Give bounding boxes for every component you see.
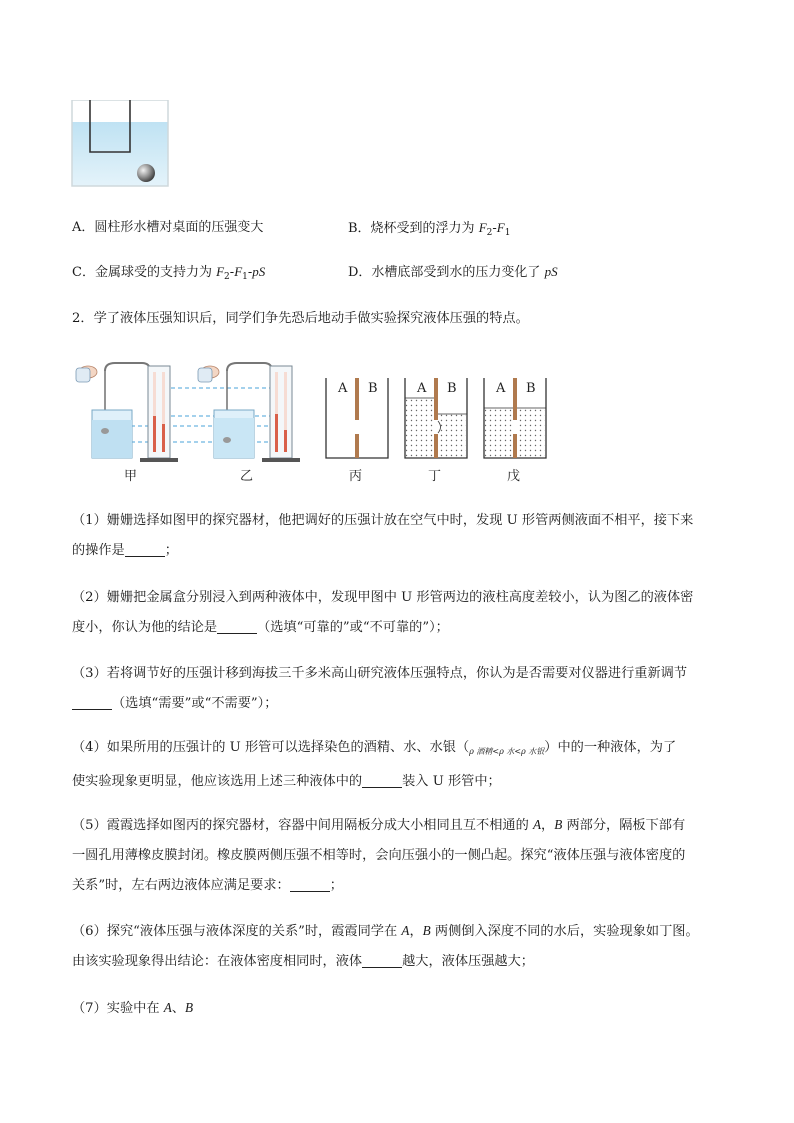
experiment-figure	[70, 358, 560, 488]
container-bing	[326, 378, 388, 484]
svg-text:B: B	[447, 381, 457, 396]
option-d-text: D．水槽底部受到水的压力变化了	[348, 265, 545, 280]
item-6: （6）探究“液体压强与液体深度的关系”时，霞霞同学在 A，B 两侧倒入深度不同的水后，实验现象如丁图。 由该实验现象得出结论：在液体密度相同时，液体 越大，液体压强越大；	[72, 923, 699, 969]
density-relation: ρ 酒精<ρ 水<ρ 水银	[469, 747, 545, 756]
container-ding	[405, 378, 467, 484]
answer-blank-4[interactable]	[362, 773, 402, 788]
answer-blank-1[interactable]	[125, 542, 165, 557]
container-wu	[484, 378, 546, 484]
option-a-text: A．圆柱形水槽对桌面的压强变大	[72, 220, 264, 235]
label-ding: 丁	[428, 469, 442, 484]
item-2: （2）姗姗把金属盒分别浸入到两种液体中，发现甲图中 U 形管两边的液柱高度差较小，认为图乙的液体密 度小，你认为他的结论是 （选填“可靠的”或“不可靠的”）；	[72, 590, 694, 635]
svg-text:B: B	[368, 381, 378, 396]
answer-blank-6[interactable]	[362, 953, 402, 968]
option-c[interactable]: C．金属球受的支持力为 $F_2-F_1-pS$	[72, 264, 266, 282]
question-2-stem: 2．学了液体压强知识后，同学们争先恐后地动手做实验探究液体压强的特点。	[72, 311, 529, 326]
answer-blank-3[interactable]	[72, 695, 112, 710]
item-3: （3）若将调节好的压强计移到海拔三千多米高山研究液体压强特点，你认为是否需要对仪器进行重新调节 （选填“需要”或“不需要”）；	[72, 666, 688, 711]
option-b-text: B．烧杯受到的浮力为	[348, 221, 479, 236]
answer-blank-2[interactable]	[217, 619, 257, 634]
label-yi: 乙	[240, 469, 254, 484]
item-4: （4）如果所用的压强计的 U 形管可以选择染色的酒精、水、水银$(_{\rho 酒精<\rho 水<\rho 水银})$中的一种液体，为了 使实验现象更明显，他应该选用上述三种液体中的 装入 U 形管中；	[72, 740, 677, 789]
label-jia: 甲	[124, 469, 138, 484]
option-d[interactable]: D．水槽底部受到水的压力变化了 pS	[348, 264, 558, 280]
label-wu: 戊	[507, 469, 521, 484]
svg-text:A: A	[417, 381, 427, 396]
svg-text:B: B	[526, 381, 536, 396]
item-7: （7）实验中在 A、B	[72, 1000, 194, 1016]
option-c-text: C．金属球受的支持力为	[72, 265, 217, 280]
tank-beaker-figure	[70, 100, 170, 190]
apparatus-yi	[198, 363, 300, 484]
label-bing: 丙	[349, 469, 363, 484]
svg-text:A: A	[496, 381, 506, 396]
answer-blank-5[interactable]	[290, 877, 330, 892]
item-1: （1）姗姗选择如图甲的探究器材，他把调好的压强计放在空气中时，发现 U 形管两侧液面不相平，接下来 的操作是 ；	[72, 513, 694, 558]
item-5: （5）霞霞选择如图丙的探究器材，容器中间用隔板分成大小相同且互不相通的 A，B 两部分，隔板下部有 一圆孔用薄橡皮膜封闭。橡皮膜两侧压强不相等时，会向压强小的一侧凸起。探究“液体压强与液体密度的 关系”时，左右两边液体应满足要求： ；	[72, 817, 686, 893]
metal-ball	[137, 164, 155, 182]
apparatus-jia	[76, 363, 178, 484]
option-a[interactable]	[72, 219, 263, 237]
option-b[interactable]: B．烧杯受到的浮力为 $F_2-F_1$	[348, 220, 511, 238]
svg-text:A: A	[338, 381, 348, 396]
